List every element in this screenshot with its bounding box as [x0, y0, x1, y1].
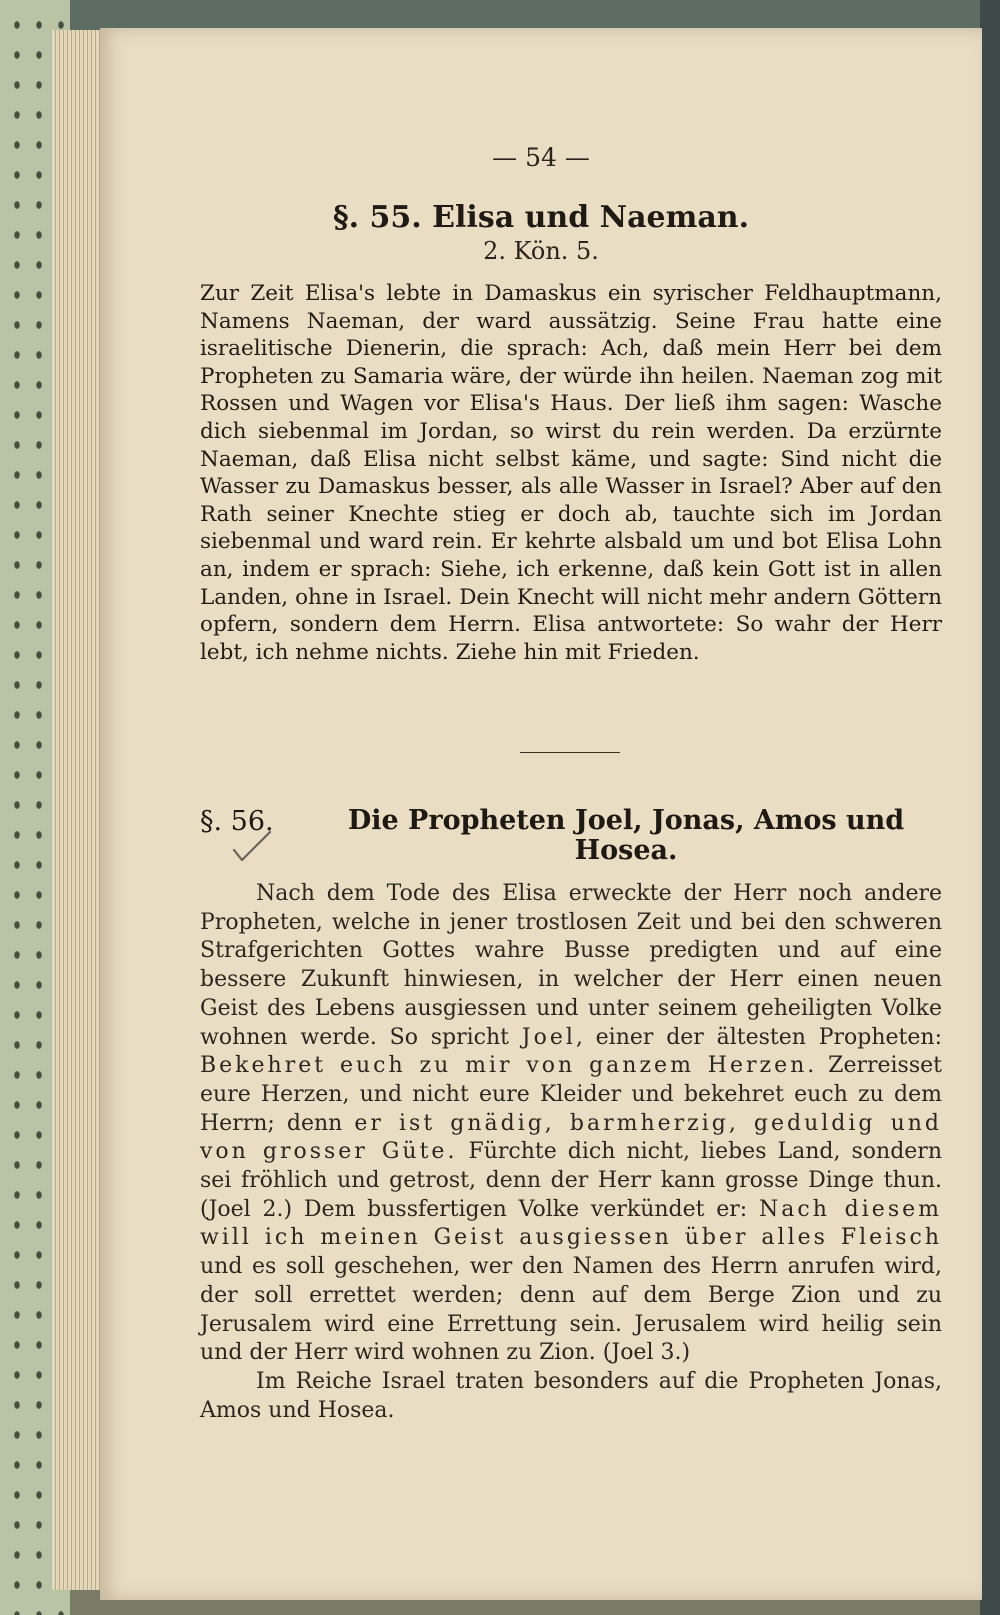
text-run: und es soll geschehen, wer den Namen des Herrn anrufen wird, der soll errettet werden; denn auf dem Berge Zion und zu Jerusalem wird eine Errettung sein. Jerusalem wird heilig sein und der Herr wird wohnen zu Zion. (Joel 3.)	[200, 1254, 942, 1366]
section-divider	[520, 752, 620, 753]
page-number: — 54 —	[492, 143, 590, 172]
book-page	[100, 28, 982, 1600]
section-55-paragraph: Zur Zeit Elisa's lebte in Damaskus ein syrischer Feldhauptmann, Namens Naeman, der ward aussätzig. Seine Frau hatte eine israelitische Dienerin, die sprach: Ach, daß mein Herr bei dem Propheten zu Samaria wäre, der würde ihn heilen. Naeman zog mit Rossen und Wagen vor Elisa's Haus. Der ließ ihm sagen: Wasche dich siebenmal im Jordan, so wirst du rein werden. Da erzürnte Naeman, daß Elisa nicht selbst käme, und sagte: Sind nicht die Wasser zu Damaskus besser, als alle Wasser in Israel? Aber auf den Rath seiner Knechte stieg er doch ab, tauchte sich im Jordan siebenmal und ward rein. Er kehrte alsbald um und bot Elisa Lohn an, indem er sprach: Siehe, ich erkenne, daß kein Gott ist in allen Landen, ohne in Israel. Dein Knecht will nicht mehr andern Göttern opfern, sondern dem Herrn. Elisa antwortete: So wahr der Herr lebt, ich nehme nichts. Ziehe hin mit Frieden.	[200, 281, 942, 665]
section-56-title: Die Propheten Joel, Jonas, Amos und Hosea.	[347, 805, 905, 866]
text-run: Fürchte dich nicht, liebes Land, sondern sei fröhlich und getrost, denn der Herr kann grosse Dinge thun. (Joel 2.) Dem bussfertigen Volke verkündet er:	[200, 1139, 942, 1222]
emphasis-quote: Bekehret euch zu mir von ganzem Herzen.	[200, 1053, 818, 1079]
section-56-text	[200, 880, 942, 1425]
text-run: , einer der ältesten Propheten:	[575, 1024, 942, 1050]
cover-right-edge	[980, 0, 1000, 1615]
cover-top-edge	[0, 0, 1000, 30]
emphasis-joel: Joel	[521, 1024, 576, 1050]
page-edges	[52, 30, 102, 1590]
pencil-checkmark-icon	[230, 828, 276, 864]
section-56-paragraph-1	[200, 880, 942, 1368]
section-56-paragraph-2: Im Reiche Israel traten besonders auf die Propheten Jonas, Amos und Hosea.	[200, 1368, 942, 1423]
section-56-number: §. 56.	[200, 806, 274, 837]
emphasis-quote: Nach diesem will ich meinen Geist ausgiessen über alles Fleisch	[200, 1196, 942, 1251]
text-run: Zerreisset eure Herzen, und nicht eure Kleider und bekehret euch zu dem Herrn; denn	[200, 1053, 942, 1136]
text-run: Nach dem Tode des Elisa erweckte der Herr noch andere Propheten, welche in jener trostlosen Zeit und bei den schweren Strafgerichten Gottes wahre Busse predigten und auf eine bessere Zukunft hinwiesen, in welcher der Herr einen neuen Geist des Lebens ausgiessen und unter seinem geheiligten Volke wohnen werde. So spricht	[200, 881, 942, 1050]
section-55-reference: 2. Kön. 5.	[483, 237, 599, 265]
section-55-text	[200, 280, 942, 666]
section-55-title: §. 55. Elisa und Naeman.	[332, 200, 750, 235]
emphasis-quote: er ist gnädig, barmherzig, geduldig und von grosser Güte.	[200, 1110, 942, 1165]
